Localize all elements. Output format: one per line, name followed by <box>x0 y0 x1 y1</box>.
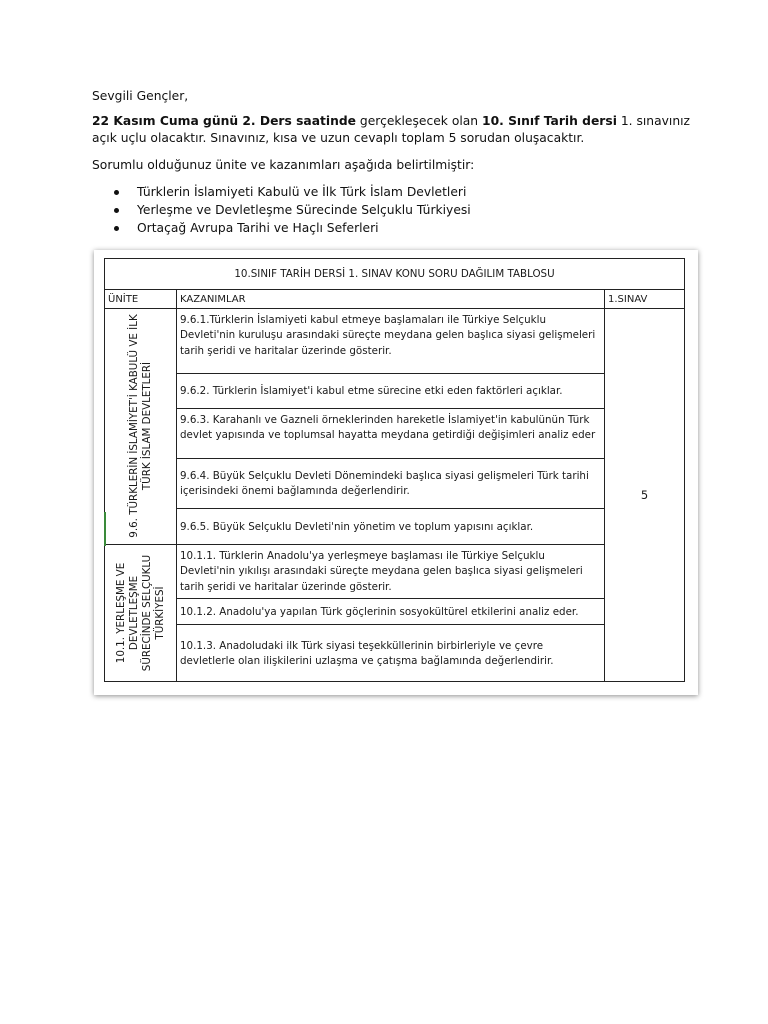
outcome-10-1-2: 10.1.2. Anadolu'ya yapılan Türk göçlerinin sosyokültürel etkilerini analiz eder. <box>177 598 605 624</box>
list-item <box>92 201 692 219</box>
outcome-10-1-3: 10.1.3. Anadoludaki ilk Türk siyasi teşekküllerinin birbirleriyle ve çevre devletlerle olan ilişkilerini uzlaşma ve çatışma bağlamında değerlendirir. <box>177 625 605 682</box>
subject-label: Türklerin İslamiyeti Kabulü ve İlk Türk İslam Devletleri <box>137 185 467 199</box>
intro-paragraph <box>92 113 692 147</box>
outcome-9-6-2: 9.6.2. Türklerin İslamiyet'i kabul etme sürecine etki eden faktörleri açıklar. <box>177 374 605 408</box>
bullet-icon <box>114 226 119 231</box>
subject-label: Ortaçağ Avrupa Tarihi ve Haçlı Seferleri <box>137 221 379 235</box>
table-title: 10.SINIF TARİH DERSİ 1. SINAV KONU SORU DAĞILIM TABLOSU <box>105 259 685 290</box>
outcome-9-6-4: 9.6.4. Büyük Selçuklu Devleti Dönemindeki başlıca siyasi gelişmeleri Türk tarihi içerisindeki önemi bağlamında değerlendirir. <box>177 458 605 509</box>
intro-text-1: gerçekleşecek olan <box>356 114 483 128</box>
outcome-9-6-3: 9.6.3. Karahanlı ve Gazneli örneklerinden hareketle İslamiyet'in kabulünün Türk devlet yapısında ve toplumsal hayatta meydana getirdiği değişimleri analiz eder <box>177 408 605 458</box>
subjects-list <box>92 183 692 237</box>
header-unit: ÜNİTE <box>105 290 177 308</box>
list-item <box>92 183 692 201</box>
exam-distribution-table <box>104 258 685 682</box>
subject-label: Yerleşme ve Devletleşme Sürecinde Selçuklu Türkiyesi <box>137 203 471 217</box>
unit-label: 10.1. YERLEŞME VE DEVLETLEŞME SÜRECİNDE SELÇUKLU TÜRKİYESİ <box>114 554 166 672</box>
list-item <box>92 219 692 237</box>
header-outcomes: KAZANIMLAR <box>177 290 605 308</box>
subjects-intro: Sorumlu olduğunuz ünite ve kazanımları aşağıda belirtilmiştir: <box>92 158 475 172</box>
intro-text-2: 1. sınavınız açık uçlu olacaktır. Sınavınız, kısa ve uzun cevaplı toplam 5 sorudan oluşacaktır. <box>92 114 690 145</box>
unit-label: 9.6. TÜRKLERİN İSLAMİYET'İ KABULÜ VE İLK TÜRK İSLAM DEVLETLERİ <box>127 314 153 538</box>
bullet-icon <box>114 208 119 213</box>
unit-cell-9-6 <box>105 308 177 544</box>
exam-date-bold: 22 Kasım Cuma günü 2. Ders saatinde <box>92 114 356 128</box>
outcome-10-1-1: 10.1.1. Türklerin Anadolu'ya yerleşmeye başlaması ile Türkiye Selçuklu Devleti'nin yıkılışı arasındaki süreçte meydana gelen başlıca siyasi gelişmeleri tarih şeridi ve haritalar üzerinde gösterir. <box>177 544 605 598</box>
cell-edge-mark <box>104 512 106 546</box>
unit-cell-10-1 <box>105 544 177 681</box>
course-bold: 10. Sınıf Tarih dersi <box>482 114 617 128</box>
outcome-9-6-1: 9.6.1.Türklerin İslamiyeti kabul etmeye başlamaları ile Türkiye Selçuklu Devleti'nin kuruluşu arasındaki süreçte meydana gelen başlıca siyasi gelişmeleri tarih şeridi ve haritalar üzerinde gösterir. <box>177 308 605 374</box>
header-exam: 1.SINAV <box>605 290 685 308</box>
outcome-9-6-5: 9.6.5. Büyük Selçuklu Devleti'nin yönetim ve toplum yapısını açıklar. <box>177 509 605 544</box>
greeting: Sevgili Gençler, <box>92 89 189 103</box>
exam-question-count: 5 <box>605 308 685 681</box>
bullet-icon <box>114 190 119 195</box>
